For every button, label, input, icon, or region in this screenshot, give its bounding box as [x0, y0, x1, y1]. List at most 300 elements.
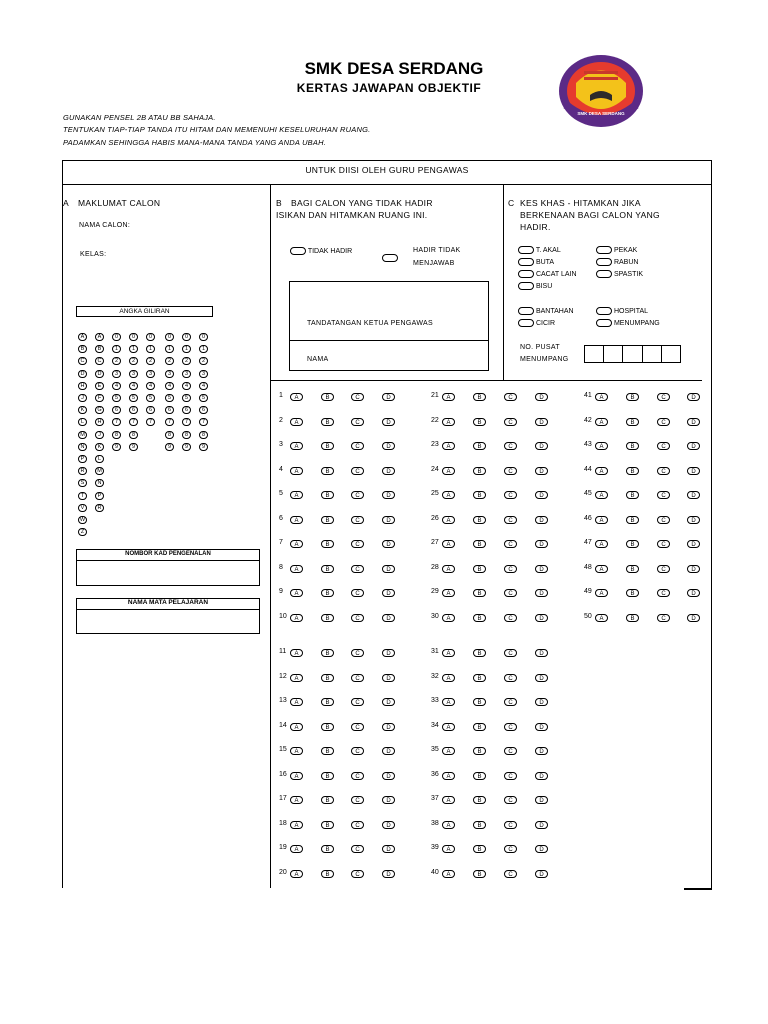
answer-bubble-b[interactable]: B — [626, 491, 639, 499]
answer-bubble-d[interactable]: D — [382, 516, 395, 524]
answer-bubble-d[interactable]: D — [687, 393, 700, 401]
answer-bubble-c[interactable]: C — [351, 467, 364, 475]
answer-bubble-a[interactable]: A — [290, 418, 303, 426]
answer-bubble-d[interactable]: D — [687, 614, 700, 622]
answer-bubble-d[interactable]: D — [382, 418, 395, 426]
grid-bubble[interactable]: A — [78, 333, 87, 341]
grid-bubble[interactable]: 3 — [165, 370, 174, 378]
answer-bubble-a[interactable]: A — [442, 649, 455, 657]
answer-bubble-c[interactable]: C — [351, 674, 364, 682]
grid-bubble[interactable]: N — [95, 479, 104, 487]
answer-bubble-b[interactable]: B — [626, 442, 639, 450]
answer-bubble-b[interactable]: B — [626, 565, 639, 573]
grid-bubble[interactable]: H — [78, 382, 87, 390]
grid-bubble[interactable]: 9 — [129, 443, 138, 451]
answer-bubble-a[interactable]: A — [442, 491, 455, 499]
answer-bubble-c[interactable]: C — [504, 723, 517, 731]
grid-bubble[interactable]: R — [78, 467, 87, 475]
grid-bubble[interactable]: 9 — [199, 443, 208, 451]
grid-bubble[interactable]: 0 — [182, 333, 191, 341]
centre-number-boxes[interactable] — [584, 345, 681, 363]
grid-bubble[interactable]: 3 — [146, 370, 155, 378]
answer-bubble-b[interactable]: B — [626, 614, 639, 622]
answer-bubble-b[interactable]: B — [626, 467, 639, 475]
answer-bubble-c[interactable]: C — [657, 442, 670, 450]
answer-bubble-c[interactable]: C — [504, 565, 517, 573]
answer-bubble-b[interactable]: B — [321, 442, 334, 450]
answer-bubble-d[interactable]: D — [535, 516, 548, 524]
answer-bubble-b[interactable]: B — [473, 491, 486, 499]
answer-bubble-b[interactable]: B — [626, 589, 639, 597]
grid-bubble[interactable]: 3 — [112, 370, 121, 378]
special-case-option[interactable] — [596, 246, 637, 254]
grid-bubble[interactable]: 9 — [112, 443, 121, 451]
answer-bubble-a[interactable]: A — [595, 442, 608, 450]
answer-bubble-d[interactable]: D — [535, 614, 548, 622]
grid-bubble[interactable]: Z — [78, 528, 87, 536]
grid-bubble[interactable]: F — [95, 394, 104, 402]
grid-bubble[interactable]: 0 — [165, 333, 174, 341]
answer-bubble-a[interactable]: A — [442, 698, 455, 706]
grid-bubble[interactable]: 7 — [146, 418, 155, 426]
exam-number-grid[interactable] — [76, 317, 213, 536]
grid-bubble[interactable]: 5 — [146, 394, 155, 402]
answer-bubble-c[interactable]: C — [504, 870, 517, 878]
answer-bubble-c[interactable]: C — [504, 393, 517, 401]
grid-bubble[interactable]: B — [95, 345, 104, 353]
answer-bubble-a[interactable]: A — [290, 393, 303, 401]
answer-bubble-a[interactable]: A — [290, 491, 303, 499]
answer-bubble-c[interactable]: C — [504, 442, 517, 450]
answer-bubble-b[interactable]: B — [321, 845, 334, 853]
grid-bubble[interactable]: 2 — [112, 357, 121, 365]
special-case-bubble[interactable] — [518, 258, 534, 266]
grid-bubble[interactable]: 1 — [112, 345, 121, 353]
answer-bubble-c[interactable]: C — [351, 747, 364, 755]
answer-bubble-b[interactable]: B — [321, 674, 334, 682]
present-bubble[interactable] — [382, 249, 398, 267]
answer-bubble-d[interactable]: D — [535, 821, 548, 829]
answer-bubble-a[interactable]: A — [442, 845, 455, 853]
answer-bubble-d[interactable]: D — [535, 589, 548, 597]
grid-bubble[interactable]: P — [95, 492, 104, 500]
answer-bubble-c[interactable]: C — [504, 516, 517, 524]
answer-bubble-a[interactable]: A — [442, 589, 455, 597]
grid-bubble[interactable]: 6 — [165, 406, 174, 414]
answer-bubble-a[interactable]: A — [442, 565, 455, 573]
grid-bubble[interactable]: 0 — [146, 333, 155, 341]
grid-bubble[interactable]: A — [95, 333, 104, 341]
answer-bubble-b[interactable]: B — [321, 418, 334, 426]
grid-bubble[interactable]: J — [78, 394, 87, 402]
answer-bubble-c[interactable]: C — [504, 772, 517, 780]
answer-bubble-b[interactable]: B — [473, 723, 486, 731]
absent-option[interactable] — [290, 247, 352, 255]
answer-bubble-d[interactable]: D — [382, 747, 395, 755]
answer-bubble-b[interactable]: B — [321, 649, 334, 657]
grid-bubble[interactable]: E — [95, 382, 104, 390]
grid-bubble[interactable]: B — [78, 345, 87, 353]
answer-bubble-d[interactable]: D — [535, 870, 548, 878]
answer-bubble-b[interactable]: B — [321, 614, 334, 622]
answer-bubble-c[interactable]: C — [657, 491, 670, 499]
grid-bubble[interactable]: K — [78, 406, 87, 414]
answer-bubble-c[interactable]: C — [351, 698, 364, 706]
grid-bubble[interactable]: 6 — [182, 406, 191, 414]
answer-bubble-a[interactable]: A — [290, 796, 303, 804]
answer-bubble-a[interactable]: A — [290, 772, 303, 780]
answer-bubble-d[interactable]: D — [687, 442, 700, 450]
special-case-bubble[interactable] — [518, 319, 534, 327]
grid-bubble[interactable]: R — [95, 504, 104, 512]
grid-bubble[interactable]: 6 — [112, 406, 121, 414]
answer-bubble-b[interactable]: B — [473, 442, 486, 450]
answer-bubble-b[interactable]: B — [473, 796, 486, 804]
answer-bubble-d[interactable]: D — [535, 772, 548, 780]
grid-bubble[interactable]: L — [78, 418, 87, 426]
answer-bubble-a[interactable]: A — [595, 393, 608, 401]
grid-bubble[interactable]: H — [95, 418, 104, 426]
answer-bubble-b[interactable]: B — [321, 491, 334, 499]
answer-bubble-d[interactable]: D — [382, 393, 395, 401]
answer-bubble-d[interactable]: D — [535, 674, 548, 682]
answer-bubble-a[interactable]: A — [290, 614, 303, 622]
grid-bubble[interactable]: 1 — [199, 345, 208, 353]
answer-bubble-a[interactable]: A — [595, 540, 608, 548]
answer-bubble-b[interactable]: B — [321, 516, 334, 524]
answer-bubble-c[interactable]: C — [504, 674, 517, 682]
answer-bubble-c[interactable]: C — [351, 418, 364, 426]
grid-bubble[interactable]: 0 — [112, 333, 121, 341]
answer-bubble-b[interactable]: B — [473, 674, 486, 682]
special-case-option[interactable] — [518, 246, 561, 254]
answer-bubble-b[interactable]: B — [321, 589, 334, 597]
answer-bubble-d[interactable]: D — [687, 467, 700, 475]
grid-bubble[interactable]: 4 — [182, 382, 191, 390]
answer-bubble-c[interactable]: C — [657, 467, 670, 475]
special-case-bubble[interactable] — [596, 270, 612, 278]
answer-bubble-d[interactable]: D — [535, 649, 548, 657]
special-case-option[interactable] — [518, 270, 577, 278]
answer-bubble-b[interactable]: B — [626, 393, 639, 401]
grid-bubble[interactable]: V — [78, 504, 87, 512]
grid-bubble[interactable]: 7 — [165, 418, 174, 426]
answer-bubble-b[interactable]: B — [321, 747, 334, 755]
answer-bubble-c[interactable]: C — [351, 821, 364, 829]
answer-bubble-c[interactable]: C — [351, 845, 364, 853]
answer-bubble-c[interactable]: C — [351, 796, 364, 804]
grid-bubble[interactable]: S — [78, 479, 87, 487]
answer-bubble-b[interactable]: B — [473, 649, 486, 657]
grid-bubble[interactable]: 7 — [182, 418, 191, 426]
answer-bubble-b[interactable]: B — [626, 418, 639, 426]
answer-bubble-a[interactable]: A — [290, 747, 303, 755]
special-case-option[interactable] — [596, 307, 648, 315]
answer-bubble-a[interactable]: A — [442, 516, 455, 524]
grid-bubble[interactable]: 5 — [199, 394, 208, 402]
answer-bubble-a[interactable]: A — [442, 723, 455, 731]
answer-bubble-a[interactable]: A — [442, 418, 455, 426]
answer-bubble-b[interactable]: B — [321, 565, 334, 573]
answer-bubble-d[interactable]: D — [382, 845, 395, 853]
answer-bubble-a[interactable]: A — [442, 870, 455, 878]
answer-bubble-a[interactable]: A — [290, 442, 303, 450]
answer-bubble-c[interactable]: C — [504, 467, 517, 475]
answer-bubble-a[interactable]: A — [442, 467, 455, 475]
answer-bubble-b[interactable]: B — [473, 870, 486, 878]
answer-bubble-d[interactable]: D — [382, 649, 395, 657]
answer-bubble-c[interactable]: C — [504, 589, 517, 597]
answer-bubble-a[interactable]: A — [290, 589, 303, 597]
grid-bubble[interactable]: 1 — [146, 345, 155, 353]
answer-bubble-d[interactable]: D — [687, 565, 700, 573]
answer-bubble-d[interactable]: D — [535, 393, 548, 401]
grid-bubble[interactable]: 5 — [129, 394, 138, 402]
answer-bubble-a[interactable]: A — [595, 467, 608, 475]
answer-bubble-c[interactable]: C — [351, 772, 364, 780]
answer-bubble-d[interactable]: D — [382, 442, 395, 450]
answer-bubble-c[interactable]: C — [504, 698, 517, 706]
answer-bubble-d[interactable]: D — [535, 442, 548, 450]
grid-bubble[interactable]: C — [78, 357, 87, 365]
special-case-option[interactable] — [596, 319, 660, 327]
answer-bubble-c[interactable]: C — [657, 565, 670, 573]
answer-bubble-a[interactable]: A — [290, 649, 303, 657]
answer-bubble-c[interactable]: C — [351, 649, 364, 657]
grid-bubble[interactable]: 0 — [199, 333, 208, 341]
answer-bubble-c[interactable]: C — [351, 516, 364, 524]
grid-bubble[interactable]: 3 — [182, 370, 191, 378]
grid-bubble[interactable]: 5 — [112, 394, 121, 402]
grid-bubble[interactable]: 1 — [182, 345, 191, 353]
answer-bubble-d[interactable]: D — [535, 491, 548, 499]
answer-bubble-d[interactable]: D — [382, 796, 395, 804]
grid-bubble[interactable]: 2 — [165, 357, 174, 365]
grid-bubble[interactable]: J — [95, 431, 104, 439]
answer-bubble-a[interactable]: A — [595, 565, 608, 573]
answer-bubble-b[interactable]: B — [473, 772, 486, 780]
answer-bubble-c[interactable]: C — [504, 491, 517, 499]
grid-bubble[interactable]: 4 — [112, 382, 121, 390]
special-case-bubble[interactable] — [518, 282, 534, 290]
answer-bubble-c[interactable]: C — [351, 442, 364, 450]
special-case-bubble[interactable] — [518, 246, 534, 254]
grid-bubble[interactable]: 6 — [129, 406, 138, 414]
special-case-bubble[interactable] — [518, 307, 534, 315]
answer-bubble-d[interactable]: D — [687, 418, 700, 426]
grid-bubble[interactable]: 2 — [182, 357, 191, 365]
grid-bubble[interactable]: 8 — [199, 431, 208, 439]
grid-bubble[interactable]: 3 — [129, 370, 138, 378]
answer-bubble-c[interactable]: C — [351, 540, 364, 548]
answer-bubble-a[interactable]: A — [442, 747, 455, 755]
grid-bubble[interactable]: 7 — [112, 418, 121, 426]
answer-bubble-d[interactable]: D — [535, 565, 548, 573]
answer-bubble-a[interactable]: A — [290, 540, 303, 548]
answer-bubble-d[interactable]: D — [535, 796, 548, 804]
answer-bubble-b[interactable]: B — [321, 723, 334, 731]
answer-bubble-c[interactable]: C — [657, 540, 670, 548]
answer-bubble-c[interactable]: C — [351, 589, 364, 597]
answer-bubble-b[interactable]: B — [626, 540, 639, 548]
grid-bubble[interactable]: M — [78, 431, 87, 439]
answer-bubble-a[interactable]: A — [442, 796, 455, 804]
answer-bubble-b[interactable]: B — [321, 540, 334, 548]
answer-bubble-d[interactable]: D — [382, 772, 395, 780]
answer-bubble-d[interactable]: D — [535, 698, 548, 706]
special-case-option[interactable] — [596, 258, 638, 266]
grid-bubble[interactable]: 4 — [129, 382, 138, 390]
answer-bubble-a[interactable]: A — [290, 516, 303, 524]
grid-bubble[interactable]: K — [95, 443, 104, 451]
answer-bubble-a[interactable]: A — [442, 674, 455, 682]
answer-bubble-c[interactable]: C — [504, 614, 517, 622]
answer-bubble-a[interactable]: A — [442, 393, 455, 401]
answer-bubble-b[interactable]: B — [473, 565, 486, 573]
answer-bubble-b[interactable]: B — [321, 467, 334, 475]
special-case-bubble[interactable] — [518, 270, 534, 278]
answer-bubble-d[interactable]: D — [382, 565, 395, 573]
grid-bubble[interactable]: 8 — [165, 431, 174, 439]
answer-bubble-b[interactable]: B — [473, 418, 486, 426]
answer-bubble-c[interactable]: C — [351, 393, 364, 401]
answer-bubble-d[interactable]: D — [382, 698, 395, 706]
grid-bubble[interactable]: 6 — [146, 406, 155, 414]
special-case-bubble[interactable] — [596, 246, 612, 254]
grid-bubble[interactable]: M — [95, 467, 104, 475]
answer-bubble-a[interactable]: A — [595, 418, 608, 426]
answer-bubble-a[interactable]: A — [442, 614, 455, 622]
grid-bubble[interactable]: D — [95, 370, 104, 378]
answer-bubble-d[interactable]: D — [687, 540, 700, 548]
answer-bubble-c[interactable]: C — [657, 614, 670, 622]
grid-bubble[interactable]: 7 — [129, 418, 138, 426]
answer-bubble-a[interactable]: A — [290, 845, 303, 853]
grid-bubble[interactable]: 8 — [129, 431, 138, 439]
answer-bubble-d[interactable]: D — [535, 467, 548, 475]
answer-bubble-d[interactable]: D — [535, 845, 548, 853]
answer-bubble-a[interactable]: A — [595, 614, 608, 622]
answer-bubble-b[interactable]: B — [321, 821, 334, 829]
grid-bubble[interactable]: D — [78, 370, 87, 378]
answer-bubble-a[interactable]: A — [442, 772, 455, 780]
answer-bubble-c[interactable]: C — [351, 565, 364, 573]
answer-bubble-a[interactable]: A — [595, 589, 608, 597]
answer-bubble-d[interactable]: D — [382, 723, 395, 731]
answer-bubble-c[interactable]: C — [351, 491, 364, 499]
answer-bubble-b[interactable]: B — [321, 870, 334, 878]
answer-bubble-b[interactable]: B — [321, 393, 334, 401]
special-case-bubble[interactable] — [596, 258, 612, 266]
special-case-bubble[interactable] — [596, 307, 612, 315]
answer-bubble-b[interactable]: B — [321, 772, 334, 780]
grid-bubble[interactable]: 8 — [182, 431, 191, 439]
grid-bubble[interactable]: W — [79, 517, 86, 523]
grid-bubble[interactable]: 5 — [182, 394, 191, 402]
grid-bubble[interactable]: 1 — [129, 345, 138, 353]
special-case-option[interactable] — [596, 270, 643, 278]
answer-bubble-d[interactable]: D — [382, 614, 395, 622]
grid-bubble[interactable]: 6 — [199, 406, 208, 414]
special-case-option[interactable] — [518, 307, 574, 315]
grid-bubble[interactable]: T — [78, 492, 87, 500]
answer-bubble-b[interactable]: B — [473, 614, 486, 622]
answer-bubble-d[interactable]: D — [382, 491, 395, 499]
answer-bubble-d[interactable]: D — [687, 491, 700, 499]
answer-bubble-b[interactable]: B — [321, 796, 334, 804]
grid-bubble[interactable]: G — [95, 406, 104, 414]
grid-bubble[interactable]: L — [95, 455, 104, 463]
answer-bubble-d[interactable]: D — [382, 821, 395, 829]
answer-bubble-c[interactable]: C — [351, 614, 364, 622]
answer-bubble-c[interactable]: C — [657, 418, 670, 426]
grid-bubble[interactable]: 8 — [112, 431, 121, 439]
answer-bubble-b[interactable]: B — [321, 698, 334, 706]
grid-bubble[interactable]: 9 — [182, 443, 191, 451]
grid-bubble[interactable]: 4 — [146, 382, 155, 390]
answer-bubble-d[interactable]: D — [382, 540, 395, 548]
grid-bubble[interactable]: 5 — [165, 394, 174, 402]
answer-bubble-b[interactable]: B — [473, 747, 486, 755]
answer-bubble-b[interactable]: B — [473, 516, 486, 524]
answer-bubble-a[interactable]: A — [290, 565, 303, 573]
answer-bubble-c[interactable]: C — [504, 845, 517, 853]
answer-bubble-c[interactable]: C — [504, 540, 517, 548]
grid-bubble[interactable]: P — [78, 455, 87, 463]
grid-bubble[interactable]: 9 — [165, 443, 174, 451]
answer-bubble-d[interactable]: D — [382, 589, 395, 597]
answer-bubble-b[interactable]: B — [473, 393, 486, 401]
special-case-bubble[interactable] — [596, 319, 612, 327]
answer-bubble-d[interactable]: D — [535, 723, 548, 731]
answer-bubble-c[interactable]: C — [504, 649, 517, 657]
answer-bubble-c[interactable]: C — [504, 418, 517, 426]
answer-bubble-d[interactable]: D — [382, 870, 395, 878]
grid-bubble[interactable]: 1 — [165, 345, 174, 353]
answer-bubble-d[interactable]: D — [535, 747, 548, 755]
grid-bubble[interactable]: N — [78, 443, 87, 451]
answer-bubble-b[interactable]: B — [473, 821, 486, 829]
grid-bubble[interactable]: 0 — [129, 333, 138, 341]
answer-bubble-c[interactable]: C — [657, 589, 670, 597]
answer-bubble-c[interactable]: C — [351, 870, 364, 878]
answer-bubble-b[interactable]: B — [473, 467, 486, 475]
answer-bubble-a[interactable]: A — [290, 467, 303, 475]
answer-bubble-c[interactable]: C — [504, 821, 517, 829]
answer-bubble-a[interactable]: A — [595, 491, 608, 499]
answer-bubble-c[interactable]: C — [657, 516, 670, 524]
special-case-option[interactable] — [518, 258, 554, 266]
answer-bubble-a[interactable]: A — [442, 442, 455, 450]
special-case-option[interactable] — [518, 319, 555, 327]
answer-bubble-b[interactable]: B — [473, 845, 486, 853]
grid-bubble[interactable]: 3 — [199, 370, 208, 378]
answer-bubble-c[interactable]: C — [657, 393, 670, 401]
answer-bubble-a[interactable]: A — [290, 674, 303, 682]
answer-bubble-a[interactable]: A — [595, 516, 608, 524]
grid-bubble[interactable]: 4 — [165, 382, 174, 390]
grid-bubble[interactable]: 7 — [199, 418, 208, 426]
answer-bubble-a[interactable]: A — [290, 870, 303, 878]
answer-bubble-b[interactable]: B — [626, 516, 639, 524]
answer-bubble-b[interactable]: B — [473, 589, 486, 597]
answer-bubble-c[interactable]: C — [504, 747, 517, 755]
answer-bubble-a[interactable]: A — [442, 540, 455, 548]
answer-bubble-b[interactable]: B — [473, 698, 486, 706]
answer-bubble-c[interactable]: C — [504, 796, 517, 804]
answer-bubble-d[interactable]: D — [687, 516, 700, 524]
grid-bubble[interactable]: 2 — [146, 357, 155, 365]
